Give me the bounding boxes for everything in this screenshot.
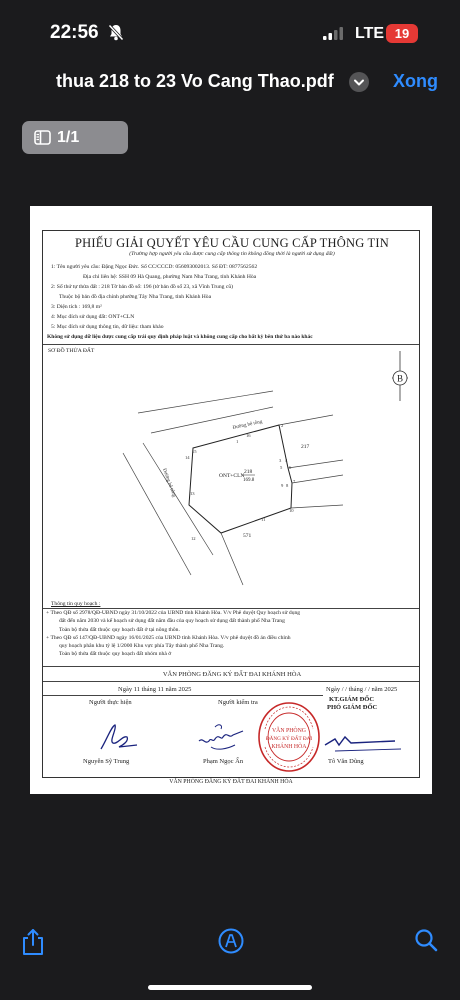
neighbor-217-label: 217 [301,444,310,450]
neighbor-571-label: 571 [243,533,252,539]
north-marker-label: B [396,373,404,384]
search-button[interactable] [414,928,438,959]
parcel-area-label: 169.8 [243,478,255,483]
performer-name: Nguyễn Sỹ Trung [83,758,130,765]
home-indicator[interactable] [148,985,312,990]
divider [43,681,419,682]
doc-line: 2: Số thứ tự thửa đất : 218 Tờ bản đồ số: 196 (tờ bản đồ số 23, xã Vĩnh Trung cũ) [51,284,233,290]
signature-checker [193,719,253,759]
office-name: VĂN PHÒNG ĐĂNG KÝ ĐẤT ĐAI KHÁNH HÒA [162,671,302,678]
svg-text:VĂN PHÒNG: VĂN PHÒNG [272,728,306,734]
svg-text:15: 15 [192,449,197,454]
markup-icon [218,928,244,954]
svg-text:3: 3 [279,458,282,463]
planning-line: + Theo QĐ số 2978/QĐ-UBND ngày 31/10/2022 của UBND tỉnh Khánh Hòa. V/v Phê duyệt Quy hoạch sử dụng [46,610,301,616]
svg-text:KHÁNH HÒA: KHÁNH HÒA [271,744,307,750]
signal-icon [323,27,345,45]
doc-warning: Không sử dụng dữ liệu được cung cấp trái quy định pháp luật và không cung cấp cho bất kỳ bên thứ ba nào khác [47,334,313,340]
page-indicator-label: 1/1 [57,128,80,146]
svg-text:9: 9 [281,483,284,488]
doc-line: Địa chỉ liên hệ: SSH 09 Hà Quang, phường Nam Nha Trang, tỉnh Khánh Hòa [83,274,257,280]
search-icon [414,928,438,954]
date-left: Ngày 11 tháng 11 năm 2025 [118,686,192,693]
svg-text:5: 5 [280,465,283,470]
performer-role: Người thực hiện [89,699,132,706]
plan-heading: SƠ ĐỒ THỬA ĐẤT [48,348,95,354]
bell-slash-icon [108,24,124,46]
svg-text:4: 4 [285,458,288,463]
document-title: thua 218 to 23 Vo Cang Thao.pdf [56,71,334,91]
footer-office: VĂN PHÒNG ĐĂNG KÝ ĐẤT ĐAI KHÁNH HÒA [169,779,293,785]
divider [43,608,419,609]
doc-line: 1: Tên người yêu cầu: Đặng Ngọc Đức. Số CC/CCCD: 056093002013. Số ĐT: 0877562562 [51,264,258,270]
doc-line: Thuộc bộ bản đồ địa chính phường Tây Nha Trang, tỉnh Khánh Hòa [59,294,212,300]
planning-line: Toàn bộ thửa đất thuộc quy hoạch đất nhóm nhà ở [59,651,172,657]
status-bar [0,0,460,64]
chevron-down-icon [349,72,369,92]
parcel-use-label: ONT+CLN [219,473,245,479]
doc-line: 5: Mục đích sử dụng thông tin, dữ liệu: tham khảo [51,324,164,330]
svg-text:2: 2 [281,423,284,428]
road-lines [123,391,273,575]
share-button[interactable] [21,928,45,961]
page-indicator[interactable] [22,121,128,154]
planning-heading: Thông tin quy hoạch : [51,601,101,607]
checker-role: Người kiểm tra [218,699,258,706]
planning-line: + Theo QĐ số 147/QĐ-UBND ngày 16/01/2025 của UBND tỉnh Khánh Hòa. V/v phê duyệt đồ án điều chỉnh [46,635,291,641]
svg-text:1: 1 [236,439,239,444]
doc-line: 4: Mục đích sử dụng đất: ONT+CLN [51,314,135,320]
planning-line: Toàn bộ thửa đất thuộc quy hoạch đất ở tại nông thôn. [59,627,180,633]
svg-text:10: 10 [289,508,294,513]
status-time: 22:56 [50,22,99,43]
svg-text:11: 11 [261,517,266,522]
document-frame [42,230,420,778]
svg-text:7: 7 [293,479,296,484]
done-button[interactable]: Xong [393,71,438,91]
svg-text:13: 13 [190,491,195,496]
svg-text:16: 16 [246,433,251,438]
planning-line: quy hoạch phân khu tỷ lệ 1/2000 Khu vực phía Tây thành phố Nha Trang. [59,643,225,649]
divider [43,666,419,667]
pdf-page[interactable] [30,206,432,794]
svg-text:ĐĂNG KÝ ĐẤT ĐAI: ĐĂNG KÝ ĐẤT ĐAI [265,736,313,742]
svg-text:6: 6 [289,465,292,470]
share-icon [21,928,45,956]
svg-text:14: 14 [185,455,190,460]
parcel-number-label: 218 [244,469,253,475]
director-name: Tô Văn Dũng [328,758,364,765]
svg-text:8: 8 [286,483,289,488]
doc-subtitle: (Trường hợp người yêu cầu được cung cấp thông tin không đồng thời là người sử dụng đất) [129,251,335,257]
road-label-left: Đường bê tông [161,467,177,498]
title-menu-button[interactable] [349,72,369,92]
parcel-plan [43,345,421,615]
sidebar-icon [34,130,51,145]
network-type: LTE [355,25,385,42]
director-role-1: KT.GIÁM ĐỐC [329,696,375,703]
doc-line: 3: Diện tích : 169,8 m² [51,304,102,310]
markup-button[interactable] [218,928,244,959]
battery-badge: 19 [386,24,418,43]
road-label-top: Đường bê tông [232,419,263,431]
doc-title: PHIẾU GIẢI QUYẾT YÊU CẦU CUNG CẤP THÔNG TIN [75,236,389,250]
planning-line: đất đến năm 2030 và kế hoạch sử dụng đất năm đầu của quy hoạch sử dụng đất thành phố Nha Trang [59,618,285,624]
signature-director [305,719,405,759]
checker-name: Phạm Ngọc Ẩn [203,758,244,765]
vertex-labels [185,423,296,541]
signature-performer [93,721,143,755]
date-right: Ngày / / tháng / / năm 2025 [326,686,398,693]
director-role-2: PHÓ GIÁM ĐỐC [327,704,378,711]
parcel-outline [189,425,292,533]
divider [43,695,323,696]
svg-text:12: 12 [191,536,196,541]
